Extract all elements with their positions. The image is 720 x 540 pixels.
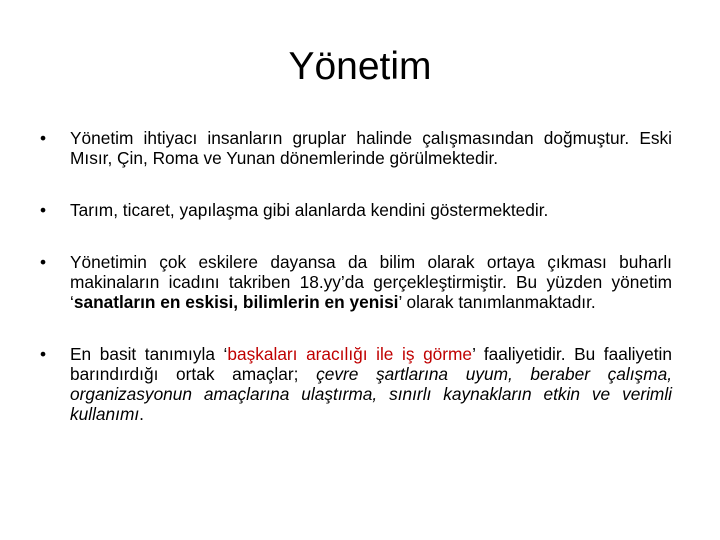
bullet-italic-phrase: çevre şartlarına uyum, beraber çalışma, organizasyonun amaçlarına ulaştırma, sınırlı kaynakların etkin ve verimli kullanımı <box>70 364 673 424</box>
bullet-text: Tarım, ticaret, yapılaşma gibi alanlarda kendini göstermektedir. <box>70 200 549 220</box>
bullet-text: Yönetim ihtiyacı insanların gruplar halinde çalışmasından doğmuştur. Eski Mısır, Çin, Roma ve Yunan dönemlerinde görülmektedir. <box>70 128 672 168</box>
bullet-red-phrase: başkaları aracılığı ile iş görme <box>227 344 473 364</box>
bullet-item-definition <box>40 344 672 424</box>
bullet-text-after: ’ olarak tanımlanmaktadır. <box>398 292 596 312</box>
bullet-dot-icon: • <box>40 252 47 272</box>
bullet-dot-icon: • <box>40 200 47 220</box>
bullet-dot-icon: • <box>40 128 47 148</box>
bullet-text-after: . <box>139 404 144 424</box>
bullet-item-science <box>40 252 672 312</box>
bullet-text-middle: ’ faaliyetidir. Bu faaliyetin barındırdığı ortak amaçlar; <box>70 344 673 384</box>
slide-title: Yönetim <box>288 45 432 88</box>
bullet-text-before: Yönetimin çok eskilere dayansa da bilim olarak ortaya çıkması buharlı makinaların icadını takriben 18.yy’da gerçekleştirmiştir. Bu yüzden yönetim ‘ <box>70 252 672 312</box>
bullet-dot-icon: • <box>40 344 47 364</box>
bullet-list <box>40 128 672 424</box>
bullet-item-fields <box>40 200 672 220</box>
bullet-item-history <box>40 128 672 168</box>
bullet-text-before: En basit tanımıyla ‘ <box>70 344 228 364</box>
bullet-bold-phrase: sanatların en eskisi, bilimlerin en yenisi <box>73 292 399 312</box>
